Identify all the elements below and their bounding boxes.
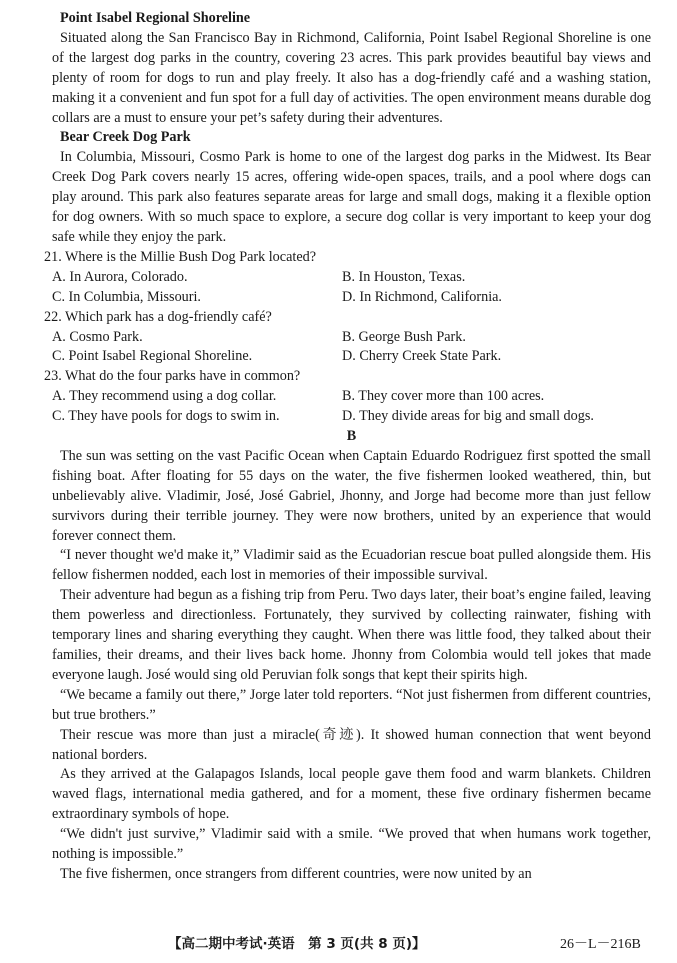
option-b: B. George Bush Park. (342, 328, 466, 345)
question-22 (44, 308, 651, 368)
passage-paragraph: As they arrived at the Galapagos Islands, local people gave them food and warm blankets. Children waved flags, international media gathered, and for a moment, these five ordinary fishermen became extraordinary symbols of hope. (52, 766, 651, 823)
option-d: D. Cherry Creek State Park. (342, 348, 502, 365)
passage-paragraph: “We didn't just survive,” Vladimir said with a smile. “We proved that when humans work together, nothing is impossible.” (52, 826, 651, 863)
option-c: C. They have pools for dogs to swim in. (52, 408, 280, 425)
passage-paragraph: Their rescue was more than just a miracle(奇迹). It showed human connection that went beyond national borders. (52, 726, 651, 763)
option-a: A. They recommend using a dog collar. (52, 388, 277, 405)
option-a: A. In Aurora, Colorado. (52, 268, 188, 285)
option-b: B. They cover more than 100 acres. (342, 388, 545, 405)
question-21 (44, 248, 651, 308)
question-stem: 23. What do the four parks have in common? (44, 368, 301, 385)
park-text-bear-creek: In Columbia, Missouri, Cosmo Park is home to one of the largest dog parks in the Midwest. Its Bear Creek Dog Park covers nearly 15 acres, offering wide-open spaces, trails, and a pool where dogs can play around. This park also features separate areas for large and small dogs, making it a flexible option for dog owners. With so much space to explore, a secure dog collar is very important to keep your dog safe while they enjoy the park. (52, 149, 651, 245)
footer-page-info: 【高二期中考试·英语 第 3 页(共 8 页)】 (168, 936, 426, 952)
option-d: D. They divide areas for big and small dogs. (342, 408, 594, 425)
question-23 (44, 367, 651, 427)
passage-paragraph: The five fishermen, once strangers from different countries, were now united by an (60, 865, 532, 882)
section-label-b: B (346, 428, 357, 445)
passage-paragraph: “We became a family out there,” Jorge later told reporters. “Not just fishermen from different countries, but true brothers.” (52, 686, 651, 723)
park-heading-point-isabel: Point Isabel Regional Shoreline (60, 10, 251, 26)
passage-paragraph: Their adventure had begun as a fishing trip from Peru. Two days later, their boat’s engine failed, leaving them powerless and directionless. Fortunately, they survived by collecting rainwater, fishing with temporary lines and sharing everything they caught. When there was little food, they talked about their families, their dreams, and their lives back home. Jhonny from Colombia would tell jokes that made everyone laugh. José would sing old Peruvian folk songs that kept their spirits high. (52, 587, 651, 683)
option-c: C. In Columbia, Missouri. (52, 288, 201, 305)
question-stem: 22. Which park has a dog-friendly café? (44, 308, 272, 325)
option-d: D. In Richmond, California. (342, 288, 502, 305)
park-heading-bear-creek: Bear Creek Dog Park (60, 129, 191, 146)
option-a: A. Cosmo Park. (52, 328, 143, 345)
option-b: B. In Houston, Texas. (342, 268, 466, 285)
footer-exam-code: 26－L－216B (560, 937, 641, 952)
passage-paragraph: The sun was setting on the vast Pacific Ocean when Captain Eduardo Rodriguez first spotted the small fishing boat. After floating for 55 days on the water, the five fishermen looked weathered, thin, but unbelievably alive. Vladimir, José, José Gabriel, Jhonny, and Jorge had become more than just fellow survivors during their terrible journey. They were now brothers, united by an experience that would forever connect them. (52, 447, 651, 544)
passage-paragraph: “I never thought we'd make it,” Vladimir said as the Ecuadorian rescue boat pulled alongside them. His fellow fishermen nodded, each lost in memories of their impossible survival. (52, 547, 651, 584)
option-c: C. Point Isabel Regional Shoreline. (52, 348, 253, 365)
question-stem: 21. Where is the Millie Bush Dog Park located? (44, 248, 317, 265)
park-text-point-isabel: Situated along the San Francisco Bay in Richmond, California, Point Isabel Regional Shoreline is one of the largest dog parks in the country, covering 23 acres. This park provides beautiful bay views and plenty of room for dogs to run and play freely. It also has a dog-friendly café and a washing station, making it a convenient and fun spot for a full day of activities. The open environment means durable dog collars are a must to ensure your pet’s safety during their adventures. (52, 29, 651, 126)
